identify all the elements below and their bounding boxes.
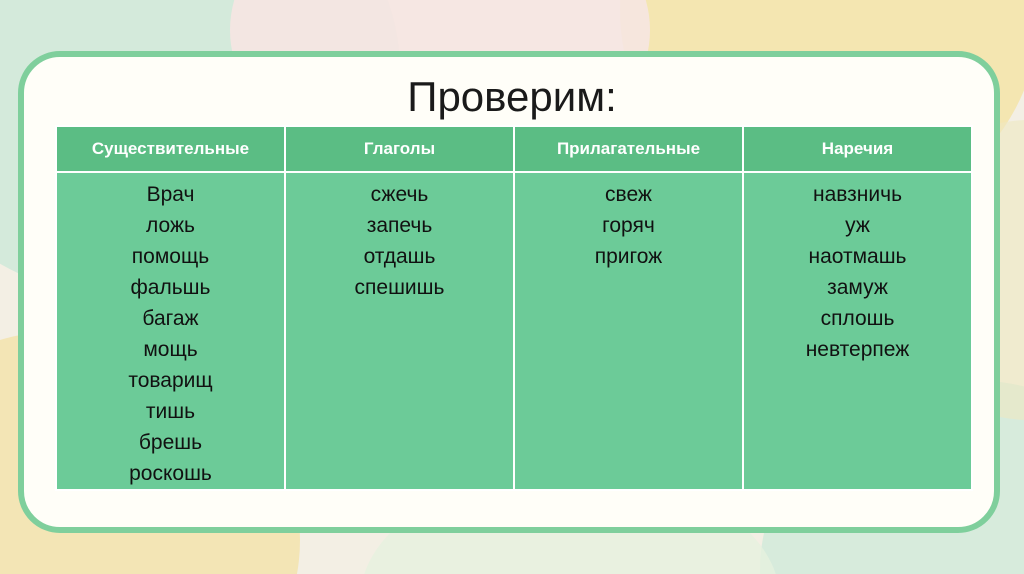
word-item: тишь xyxy=(145,400,196,423)
word-item: багаж xyxy=(142,307,199,330)
word-item: товарищ xyxy=(128,369,213,392)
header-adjectives: Прилагательные xyxy=(514,126,743,172)
word-item: навзничь xyxy=(812,183,903,206)
header-verbs: Глаголы xyxy=(285,126,514,172)
word-item: свеж xyxy=(605,183,652,206)
word-item: сжечь xyxy=(370,183,429,206)
word-item: невтерпеж xyxy=(805,338,910,361)
word-item: наотмашь xyxy=(808,245,907,268)
table-header-row xyxy=(56,126,972,172)
header-adverbs: Наречия xyxy=(743,126,972,172)
word-item: фальшь xyxy=(130,276,211,299)
word-item: запечь xyxy=(366,214,433,237)
word-item: сплошь xyxy=(820,307,895,330)
word-item: горяч xyxy=(602,214,655,237)
word-item: мощь xyxy=(143,338,198,361)
word-item: помощь xyxy=(131,245,210,268)
adverbs-cell xyxy=(743,172,972,490)
word-item: спешишь xyxy=(354,276,445,299)
word-item: Врач xyxy=(146,183,195,206)
adjectives-cell xyxy=(514,172,743,490)
table-row xyxy=(56,172,972,490)
verbs-cell xyxy=(285,172,514,490)
word-item: ложь xyxy=(146,214,195,237)
word-item: замуж xyxy=(827,276,888,299)
slide-title: Проверим: xyxy=(407,73,617,120)
word-item: роскошь xyxy=(129,462,212,485)
header-nouns: Существительные xyxy=(56,126,285,172)
word-item: пригож xyxy=(594,245,663,268)
word-item: уж xyxy=(845,214,870,237)
nouns-cell xyxy=(56,172,285,490)
parts-of-speech-table xyxy=(55,125,973,491)
word-item: отдашь xyxy=(363,245,436,268)
word-item: брешь xyxy=(138,431,203,454)
